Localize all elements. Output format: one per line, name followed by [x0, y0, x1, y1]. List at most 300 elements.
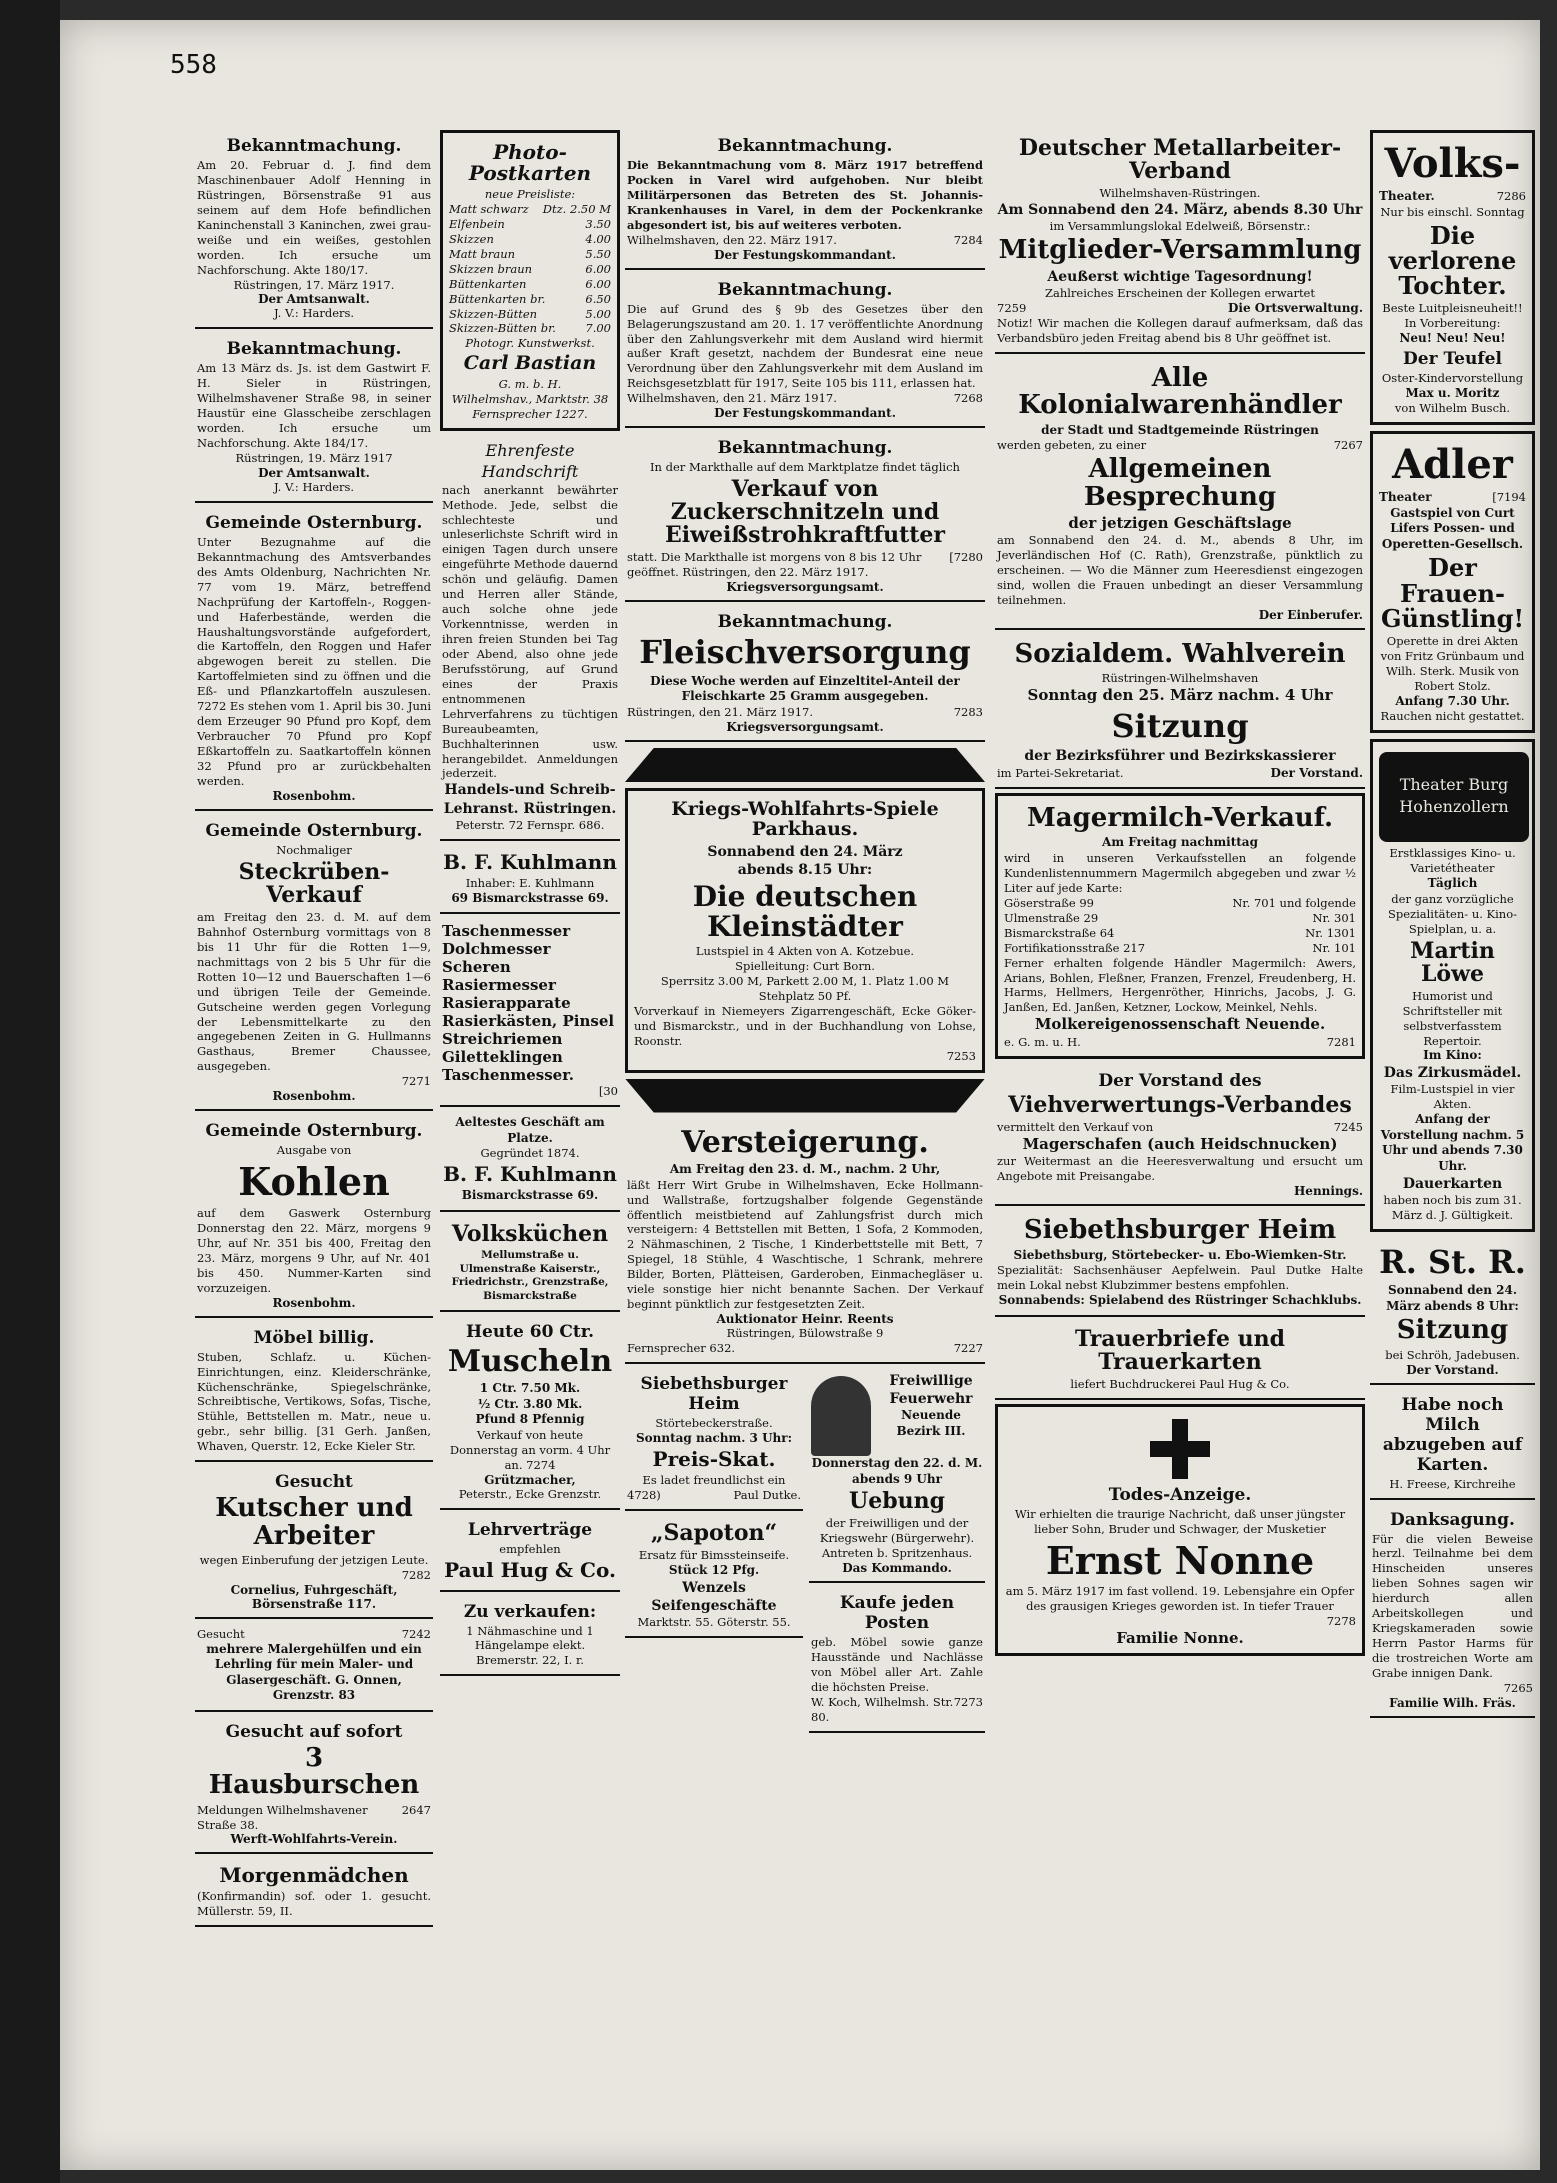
notice-meat — [625, 606, 985, 742]
ad-date: Am Freitag den 23. d. M., nachm. 2 Uhr, — [669, 1162, 941, 1177]
ad-title: Photo-Postkarten — [468, 140, 592, 185]
price-value: 4.00 — [585, 231, 611, 246]
ad-text: Spezialität: Sachsenhäuser Aepfelwein. Paul Dutke Halte mein Lokal nebst Klubzimmer bestens empfohlen. — [997, 1263, 1363, 1293]
notice-signature: Rosenbohm. — [272, 1089, 356, 1104]
knife-item: Taschenmesser. — [442, 1066, 574, 1085]
notice-title: Bekanntmachung. — [226, 339, 402, 360]
ad-hug — [440, 1514, 620, 1592]
notice-date: Rüstringen, den 21. März 1917. — [627, 705, 813, 720]
ad-fire-brigade — [809, 1368, 985, 1583]
ad-subtitle: Lustspiel in 4 Akten von A. Kotzebue. — [695, 944, 915, 959]
ad-knives — [440, 918, 620, 1107]
ad-headline: Preis-Skat. — [652, 1447, 776, 1472]
ad-headline: Magermilch-Verkauf. — [1026, 803, 1334, 834]
ad-number: 2647 — [401, 1802, 431, 1817]
ad-label: Täglich — [1427, 876, 1478, 891]
notice-headline: Steckrüben-Verkauf — [238, 858, 390, 908]
ad-text: Zahlreiches Erscheinen der Kollegen erwartet — [1045, 285, 1315, 300]
milk-street: Ulmenstraße 29 — [1004, 910, 1099, 925]
ad-news: Neu! Neu! Neu! — [1399, 330, 1506, 345]
ad-agenda: Aeußerst wichtige Tagesordnung! — [1047, 268, 1313, 285]
theater-masks-icon — [1379, 752, 1529, 842]
ad-headline: Alle Kolonialwarenhändler — [1018, 363, 1342, 421]
ad-text-3: Humorist und Schriftsteller mit selbstverfasstem Repertoir. — [1402, 988, 1503, 1048]
ad-text-4: Film-Lustspiel in vier Akten. — [1390, 1082, 1515, 1112]
iron-cross-icon — [1150, 1419, 1210, 1479]
column-1 — [195, 130, 433, 1931]
ad-headline: 3 Hausburschen — [208, 1742, 420, 1801]
ad-number: 7227 — [953, 1341, 983, 1355]
milk-street: Bismarckstraße 64 — [1004, 925, 1115, 940]
ad-text: mehrere Malergehülfen und ein Lehrling für mein Maler- und Glasergeschäft. G. Onnen, Grenzstr. 83 — [206, 1641, 422, 1703]
notice-glass — [195, 333, 433, 503]
book-binding — [0, 0, 60, 2183]
ad-headline: Die deutschen Kleinstädter — [692, 880, 918, 943]
ad-social-democrats — [995, 634, 1365, 789]
ad-headline: Siebethsburger Heim — [1023, 1215, 1337, 1246]
ad-text-2: Operette in drei Akten von Fritz Grünbaum und Wilh. Sterk. Musik von Robert Stolz. — [1380, 633, 1525, 693]
ad-headline-2: Magerschafen (auch Heidschnucken) — [1022, 1134, 1338, 1153]
ad-start: Anfang der Vorstellung nachm. 5 Uhr und abends 7.30 Uhr. — [1380, 1112, 1525, 1173]
ad-number: 7259 — [997, 300, 1027, 315]
ad-headline: Mitglieder-Versammlung — [998, 235, 1362, 266]
ad-headline: Morgenmädchen — [219, 1863, 409, 1888]
ad-headline: „Sapoton“ — [650, 1520, 778, 1547]
notice-text: Am 20. Februar d. J. find dem Maschinenbauer Adolf Henning in Rüstringen, Börsenstraße 91 aus seinem auf dem Hofe befindlichen Kaninchenstall 3 Kaninchen, zwei grau-weiße und ein weißes, gestohlen worden. Ich ersuche um Nachforschung. Akte 180/17. — [197, 158, 431, 277]
ad-subtitle: neue Preisliste: — [484, 187, 576, 201]
ad-buy-lots — [809, 1587, 985, 1733]
ad-skim-milk — [995, 793, 1365, 1059]
ad-headline: Zu verkaufen: — [463, 1601, 597, 1622]
ad-death-notice — [995, 1404, 1365, 1657]
ad-text: vermittelt den Verkauf von — [997, 1119, 1154, 1134]
ad-address: 69 Bismarckstrasse 69. — [451, 890, 609, 905]
ad-subtitle: Theater. — [1379, 189, 1435, 203]
ad-place: im Partei-Sekretariat. — [997, 765, 1124, 780]
ad-subtitle: der Stadt und Stadtgemeinde Rüstringen — [1041, 422, 1319, 437]
ad-number: 7245 — [1333, 1119, 1363, 1134]
price-value: 7.00 — [585, 321, 611, 336]
ad-subtitle: e. G. m. u. H. — [1004, 1034, 1081, 1049]
notice-number: 7283 — [953, 705, 983, 720]
ad-headline: Habe noch Milch abzugeben auf Karten. — [1382, 1394, 1523, 1475]
ad-signature: Der Einberufer. — [1258, 608, 1363, 623]
ad-mussels — [440, 1316, 620, 1510]
price-value: Dtz. 2.50 M — [542, 201, 611, 216]
milk-list — [1004, 896, 1356, 956]
ad-address: Peterstr. 72 Fernspr. 686. — [455, 817, 605, 832]
price-value: 3.50 — [585, 216, 611, 231]
knife-item: Rasierapparate — [442, 994, 571, 1013]
price-row — [449, 202, 611, 217]
price-row — [449, 321, 611, 336]
ad-date: Sonntag nachm. 3 Uhr: — [635, 1430, 793, 1445]
ad-title: Gesucht auf sofort — [225, 1721, 403, 1742]
ad-text-2: zur Weitermast an die Heeresverwaltung und ersucht um Angebote mit Preisangabe. — [997, 1154, 1363, 1184]
ad-prep: In Vorbereitung: — [1404, 316, 1501, 331]
ad-date: Sonnabend den 24. März — [707, 843, 903, 860]
ad-number: 7286 — [1496, 189, 1526, 203]
ad-text: liefert Buchdruckerei Paul Hug & Co. — [1070, 1376, 1290, 1391]
ad-signature: H. Freese, Kirchreihe — [1389, 1476, 1516, 1491]
knife-item: Giletteklingen — [442, 1048, 563, 1067]
ad-headline: Trauerbriefe und Trauerkarten — [1074, 1325, 1286, 1375]
ad-title: Der Vorstand des — [1098, 1070, 1262, 1091]
notice-payments — [625, 274, 985, 429]
ad-soup-kitchen — [440, 1216, 620, 1312]
price-row — [449, 292, 611, 307]
notice-headline: Fleischversorgung — [639, 633, 971, 672]
knife-item: Rasiermesser — [442, 976, 556, 995]
ad-address: Rüstringen, Bülowstraße 9 — [726, 1326, 884, 1341]
ad-prices: Sperrsitz 3.00 M, Parkett 2.00 M, 1. Platz 1.00 M Stehplatz 50 Pf. — [660, 973, 950, 1003]
price-row — [449, 277, 611, 292]
ad-signature: Das Kommando. — [842, 1561, 952, 1576]
ad-headline: Adler — [1392, 441, 1513, 489]
notice-text: Unter Bezugnahme auf die Bekanntmachung des Amtsverbandes des Amts Oldenburg, Nachrichten Nr. 77 vom 19. März, betreffend Nachprüfung der Kartoffeln-, Roggen- und Haferbestände, werden die Haushaltungsvorstände aufgefordert, die Kartoffeln, den Roggen und Hafer abgewogen bereit zu stellen. Die Kartoffelmieten sind zu öffnen und die Eß- und Pflanzkartoffeln auszulesen. 7272 Es stehen vom 1. April bis 30. Juni dem Erzeuger 90 Pfund pro Kopf, dem Verbraucher 70 Pfund pro Kopf Eßkartoffeln zu. Saatkartoffeln können 32 Pfund pro ar zurückbehalten werden. — [197, 534, 431, 788]
notice-feed — [625, 432, 985, 602]
ad-text: Verkauf von heute Donnerstag an vorm. 4 Uhr an. 7274 — [449, 1427, 611, 1472]
ad-text: 1 Nähmaschine und 1 Hängelampe elekt. Bremerstr. 22, I. r. — [466, 1623, 594, 1668]
ad-text-2: Beste Luitpleisneuheit!! — [1382, 301, 1523, 316]
milk-street: Göserstraße 99 — [1004, 895, 1094, 910]
notice-date: Wilhelmshaven, den 21. März 1917. — [627, 391, 837, 406]
mussel-price: 1 Ctr. 7.50 Mk. — [479, 1381, 581, 1396]
ad-signature: Der Vorstand. — [1406, 1362, 1499, 1377]
ad-title: Gesucht — [197, 1626, 245, 1641]
notice-date: Wilhelmshaven, den 22. März 1917. — [627, 232, 837, 247]
notice-title: Gemeinde Osternburg. — [205, 1121, 423, 1142]
ad-text: Für die vielen Beweise herzl. Teilnahme bei dem Hinscheiden unseres lieben Sohnes sagen wir hierdurch allen Arbeitskollegen und Kriegskameraden sowie Herrn Pastor Harms für die trostreichen Worte am Grabe innigen Dank. — [1372, 1531, 1533, 1680]
notice-signature: Der Amtsanwalt. — [258, 292, 370, 307]
ad-text: Meldungen Wilhelmshavener Straße 38. — [197, 1802, 368, 1832]
ad-name: Max u. Moritz — [1405, 385, 1500, 400]
notice-text: Diese Woche werden auf Einzeltitel-Anteil der Fleischkarte 25 Gramm ausgegeben. — [650, 673, 960, 704]
milk-number: Nr. 301 — [1312, 910, 1356, 925]
price-item: Matt braun — [449, 246, 516, 261]
notice-text: auf dem Gaswerk Osternburg Donnerstag den 22. März, morgens 9 Uhr, auf Nr. 351 bis 400, Freitag den 23. März, morgens 9 Uhr, auf Nr. 401 bis 450. Nummer-Karten sind vorzuzeigen. — [197, 1206, 431, 1295]
notice-title: Bekanntmachung. — [717, 279, 893, 300]
ad-name: Carl Bastian — [463, 352, 597, 375]
ad-date: Sonnabend den 24. März abends 8 Uhr: — [1386, 1283, 1519, 1313]
notice-subtitle: Nochmaliger — [276, 842, 352, 857]
ad-signature: Hennings. — [1293, 1184, 1363, 1199]
notice-signature: Der Festungskommandant. — [714, 247, 896, 262]
ad-subtitle: Rüstringen-Wilhelmshaven — [1101, 671, 1259, 686]
ad-signature: Werft-Wohlfahrts-Verein. — [230, 1832, 398, 1847]
ad-phone: Fernsprecher 632. — [627, 1341, 736, 1355]
ad-headline-2: Sitzung — [1111, 706, 1249, 745]
ornament-top — [625, 748, 985, 782]
notice-text: Am 13 März ds. Js. ist dem Gastwirt F. H. Sieler in Rüstringen, Wilhelmshavener Straße 98, in seiner Haustür eine Glasscheibe zerschlagen worden. Ich ersuche um Nachforschung. Akte 184/17. — [197, 361, 431, 451]
notice-signature: Der Amtsanwalt. — [258, 465, 370, 480]
knife-item: Streichriemen — [442, 1030, 563, 1049]
ad-signature: Molkereigenossenschaft Neuende. — [1034, 1015, 1326, 1034]
ad-address: Wilhelmshav., Marktstr. 38 — [451, 392, 609, 407]
notice-smallpox — [625, 130, 985, 270]
ad-text: Wir erhielten die traurige Nachricht, daß unser jüngster lieber Sohn, Bruder und Schwager, der Musketier — [1014, 1506, 1346, 1536]
ad-text: (Konfirmandin) sof. oder 1. gesucht. Müllerstr. 59, II. — [197, 1889, 431, 1919]
ad-signature: Auktionator Heinr. Reents — [716, 1312, 894, 1327]
ad-headline: Sozialdem. Wahlverein — [1014, 639, 1346, 670]
ad-milk-cards — [1370, 1389, 1535, 1500]
ad-text: wird in unseren Verkaufsstellen an folgende Kundenlistennummern Magermilch abgegeben und zwar ½ Liter auf jede Karte: — [1004, 851, 1356, 895]
milk-row — [1004, 896, 1356, 911]
ad-signature: Familie Wilh. Fräs. — [1389, 1695, 1516, 1710]
ad-address: Bismarckstrasse 69. — [461, 1188, 599, 1203]
price-value: 6.50 — [585, 291, 611, 306]
notice-date: Rüstringen, 19. März 1917 — [235, 451, 393, 465]
ad-number: 7281 — [1326, 1034, 1356, 1049]
notice-number: [7280 — [949, 550, 983, 565]
ad-name: Paul Hug & Co. — [444, 1557, 616, 1582]
ad-top: Lehrverträge — [467, 1519, 593, 1540]
ad-subtitle: empfehlen — [499, 1541, 561, 1556]
ad-text-5: haben noch bis zum 31. März d. J. Gültigkeit. — [1383, 1192, 1522, 1222]
notice-potatoes — [195, 507, 433, 811]
price-item: Skizzen-Bütten — [449, 306, 538, 321]
ad-headline-3: Der Teufel — [1403, 348, 1502, 369]
ad-date: Am Freitag nachmittag — [1102, 835, 1258, 850]
ad-furniture — [195, 1322, 433, 1463]
milk-number: Nr. 701 und folgende — [1232, 895, 1356, 910]
ad-theater-parkhaus — [625, 788, 985, 1073]
ad-founded: Gegründet 1874. — [480, 1146, 580, 1161]
ad-headline: Kaufe jeden Posten — [839, 1593, 955, 1634]
ad-text-2: am 5. März 1917 im fast vollend. 19. Lebensjahre ein Opfer des grausigen Krieges geworden ist. In tiefer Trauer — [1005, 1584, 1355, 1614]
notice-title: Bekanntmachung. — [717, 438, 893, 459]
ad-subtitle: Ersatz für Bimssteinseife. — [638, 1548, 790, 1563]
milk-number: Nr. 1301 — [1305, 925, 1356, 940]
ad-signature: Die Ortsverwaltung. — [1227, 300, 1363, 315]
ad-for-sale — [440, 1596, 620, 1677]
ad-date: Sonntag den 25. März nachm. 4 Uhr — [1027, 686, 1333, 705]
ad-number: 7242 — [401, 1626, 431, 1641]
notice-number: 7284 — [953, 232, 983, 247]
ad-text-3: Oster-Kindervorstellung — [1381, 370, 1524, 385]
ad-number: 7282 — [401, 1567, 431, 1582]
notice-signature-2: J. V.: Harders. — [273, 479, 355, 494]
ad-headline: Theater Burg Hohenzollern — [1399, 775, 1509, 817]
ad-text: geb. Möbel sowie ganze Hausstände und Nachlässe von Möbel aller Art. Zahle die höchsten Preise. — [811, 1635, 983, 1694]
ad-title: Deutscher Metallarbeiter-Verband — [1018, 135, 1342, 185]
ad-text: Vorverkauf in Niemeyers Zigarrengeschäft, Ecke Göker- und Bismarckstr., und in der Buchhandlung von Lohse, Roonstr. — [634, 1003, 976, 1048]
ad-film: Das Zirkusmädel. — [1383, 1065, 1522, 1082]
firefighter-icon — [811, 1376, 871, 1456]
price-item: Skizzen-Bütten br. — [449, 321, 556, 336]
ad-photo-postcards — [440, 130, 620, 431]
page-number: 558 — [170, 50, 217, 80]
newspaper-page — [60, 20, 1540, 2170]
ad-title: Todes-Anzeige. — [1108, 1484, 1252, 1505]
ad-cattle — [995, 1065, 1365, 1206]
ad-subtitle: Neuende Bezirk III. — [896, 1408, 966, 1438]
ad-burg-hohenzollern — [1370, 739, 1535, 1231]
notice-title: Bekanntmachung. — [717, 136, 893, 156]
ad-place: bei Schröh, Jadebusen. — [1385, 1347, 1520, 1362]
notice-title: Bekanntmachung. — [226, 136, 402, 156]
ad-cards: Dauerkarten — [1402, 1175, 1503, 1192]
ad-subtitle: Theater — [1379, 490, 1432, 505]
ad-signature: Cornelius, Fuhrgeschäft, Börsenstraße 117. — [230, 1582, 398, 1611]
ad-auction — [625, 1119, 985, 1364]
notice-signature: Rosenbohm. — [272, 788, 356, 803]
ad-headline-2: Die verlorene Tochter. — [1388, 220, 1517, 300]
knife-item: Dolchmesser — [442, 940, 551, 959]
price-list — [449, 202, 611, 336]
ad-number: 7253 — [946, 1048, 976, 1063]
ad-name: Wenzels Seifengeschäfte — [651, 1579, 777, 1615]
ad-firm: Photogr. Kunstwerkst. — [465, 336, 595, 351]
ad-headline: Versteigerung. — [681, 1124, 929, 1160]
ad-colonial-merchants — [995, 358, 1365, 630]
notice-signature-2: J. V.: Harders. — [273, 306, 355, 321]
ad-thanks — [1370, 1504, 1535, 1718]
ad-kino: Im Kino: — [1423, 1048, 1482, 1063]
notice-number: 7268 — [953, 391, 983, 406]
price-value: 6.00 — [585, 261, 611, 276]
price-row — [449, 247, 611, 262]
notice-headline: Verkauf von Zuckerschnitzeln und Eiweißstrohkraftfutter — [664, 476, 946, 549]
ad-top: Heute 60 Ctr. — [465, 1321, 595, 1342]
milk-street: Fortifikationsstraße 217 — [1004, 940, 1146, 955]
ad-headline: R. St. R. — [1379, 1242, 1526, 1281]
knife-item: Taschenmesser — [442, 922, 571, 941]
price-row — [449, 307, 611, 322]
ad-subtitle-2: der jetzigen Geschäftslage — [1068, 513, 1292, 532]
price-item: Büttenkarten — [449, 276, 527, 291]
notice-coal — [195, 1115, 433, 1317]
ad-text: Gastspiel von Curt Lifers Possen- und Operetten-Gesellsch. — [1381, 505, 1524, 551]
column-5 — [1370, 130, 1535, 1722]
price-item: Büttenkarten br. — [449, 291, 546, 306]
ad-number: 7267 — [1333, 438, 1363, 453]
ad-title: Kriegs-Wohlfahrts-Spiele Parkhaus. — [671, 798, 939, 840]
notice-text-2: statt. Die Markthalle ist morgens von 8 bis 12 Uhr geöffnet. Rüstringen, den 22. März 1917. — [627, 550, 922, 580]
notice-signature: Kriegsversorgungsamt. — [726, 580, 884, 595]
ad-headline: Viehverwertungs-Verbandes — [1008, 1091, 1352, 1118]
notice-subtitle: Ausgabe von — [276, 1143, 352, 1158]
price-item: Matt schwarz — [449, 201, 529, 216]
ad-coachmen — [195, 1466, 433, 1618]
ad-title: Möbel billig. — [253, 1327, 375, 1348]
ad-note: Rauchen nicht gestattet. — [1380, 709, 1525, 724]
ad-lead: Spielleitung: Curt Born. — [735, 958, 875, 973]
ad-number: 7271 — [401, 1074, 431, 1089]
ad-note: Notiz! Wir machen die Kollegen darauf aufmerksam, daß das Verbandsbüro jeden Freitag abend bis 8 Uhr geöffnet ist. — [997, 316, 1363, 346]
ad-number: [7194 — [1492, 490, 1526, 505]
ad-headline: Volksküchen — [451, 1220, 609, 1247]
ad-signature: Familie Nonne. — [1116, 1629, 1244, 1648]
notice-text: Die Bekanntmachung vom 8. März 1917 betreffend Pocken in Varel wird aufgehoben. Nur bleibt Militärpersonen das Betreten des St. Johannis-Krankenhauses in Varel, in dem der Pockenkranke abgesondert ist, bis auf weiteres verboten. — [627, 158, 983, 232]
ad-text: Es ladet freundlichst ein — [642, 1473, 786, 1488]
ad-place: im Versammlungslokal Edelweiß, Börsenstr.: — [1049, 219, 1311, 234]
notice-text: In der Markthalle auf dem Marktplatze findet täglich — [650, 460, 960, 475]
notice-headline: Kohlen — [238, 1159, 390, 1205]
price-item: Skizzen — [449, 231, 494, 246]
column-4 — [995, 130, 1365, 1662]
ad-subtitle: Wilhelmshaven-Rüstringen. — [1099, 186, 1261, 201]
milk-row — [1004, 941, 1356, 956]
ad-signature: W. Koch, Wilhelmsh. Str. 80. — [811, 1694, 954, 1724]
ad-owner: Inhaber: E. Kuhlmann — [465, 875, 595, 890]
ad-text: Nur bis einschl. Sonntag — [1380, 204, 1525, 219]
ad-top: Aeltestes Geschäft am Platze. — [455, 1115, 605, 1145]
ad-date: Am Sonnabend den 24. März, abends 8.30 Uhr — [997, 202, 1363, 219]
ad-morning-girl — [195, 1858, 433, 1927]
ad-house-boys — [195, 1716, 433, 1854]
ad-headline-2: Uebung — [849, 1488, 945, 1515]
ad-text: Mellumstraße u. Ulmenstraße Kaiserstr., Friedrichstr., Grenzstraße, Bismarckstraße — [451, 1249, 609, 1302]
ad-price: Stück 12 Pfg. — [668, 1563, 760, 1578]
ad-number: 7278 — [1326, 1614, 1356, 1629]
notice-title: Gemeinde Osternburg. — [205, 512, 423, 533]
price-value: 5.50 — [585, 246, 611, 261]
ad-number: 4728) — [627, 1488, 661, 1503]
price-item: Skizzen braun — [449, 261, 533, 276]
ad-subtitle: Siebethsburg, Störtebecker- u. Ebo-Wiemken-Str. — [1013, 1247, 1347, 1262]
ad-signature: Der Vorstand. — [1270, 765, 1363, 780]
ad-headline: Danksagung. — [1390, 1509, 1515, 1530]
ad-adler-theater — [1370, 431, 1535, 733]
ad-headline: Kutscher und Arbeiter — [215, 1493, 413, 1551]
notice-signature: Rosenbohm. — [272, 1295, 356, 1310]
price-item: Elfenbein — [449, 216, 505, 231]
ad-headline-2: Der Frauen-Günstling! — [1381, 553, 1524, 633]
ad-text-2: der ganz vorzügliche Spezialitäten- u. Kino-Spielplan, u. a. — [1387, 891, 1518, 936]
ad-title: Gesucht — [275, 1472, 353, 1493]
ad-name: Martin Löwe — [1410, 937, 1495, 987]
ad-text: der Freiwilligen und der Kriegswehr (Bürgerwehr). Antreten b. Spritzenhaus. — [819, 1516, 975, 1561]
milk-number: Nr. 101 — [1312, 940, 1356, 955]
ad-author: von Wilhelm Busch. — [1394, 401, 1511, 416]
price-value: 5.00 — [585, 306, 611, 321]
ad-date: Donnerstag den 22. d. M. abends 9 Uhr — [811, 1455, 983, 1486]
ad-subtitle: Störtebeckerstraße. — [655, 1415, 773, 1430]
ad-painters — [195, 1623, 433, 1712]
notice-date: Rüstringen, 17. März 1917. — [233, 277, 395, 292]
ad-kuhlmann-2 — [440, 1111, 620, 1212]
ad-phone: Fernsprecher 1227. — [472, 407, 588, 422]
ad-text: Erstklassiges Kino- u. Varietétheater — [1389, 846, 1516, 876]
ad-signature: Paul Dutke. — [733, 1488, 801, 1503]
ad-text: läßt Herr Wirt Grube in Wilhelmshaven, Ecke Hollmann- und Wallstraße, fortzugshalber folgende Gegenstände öffentlich meistbietend auf Zahlungsfrist durch mich versteigern: 4 Bettstellen mit Betten, 1 Sofa, 2 Kommoden, 2 Nähmaschinen, 2 Tische, 1 Kinderbettstelle mit Bett, 7 Spiegel, 18 Stühle, 4 Waschtische, 1 Schrank, mehrere Bilder, Borten, Plätteisen, Garderoben, Einmachegläser u. viele sonstige hier nicht benannte Sachen. Der Verkauf beginnt pünktlich zur festgesetzten Zeit. — [627, 1177, 983, 1312]
ad-headline: Freiwillige Feuerwehr — [889, 1372, 973, 1408]
ad-gmbh: G. m. b. H. — [498, 377, 562, 392]
knife-item: Rasierkästen, Pinsel — [442, 1012, 615, 1031]
ad-name: Ernst Nonne — [1045, 1537, 1315, 1583]
notice-signature: Der Festungskommandant. — [714, 406, 896, 421]
notice-turnips — [195, 815, 433, 1111]
notice-text: am Freitag den 23. d. M. auf dem Bahnhof Osternburg vormittags von 8 bis 11 Uhr für die Rotten 1—9, nachmittags von 2 bis 5 Uhr für die Rotten 10—12 und Bauerschaften 1—6 und übrigen Teile der Gemeinde. Gutscheine werden gegen Vorlegung der Lebensmittelkarte zu den angegebenen Zeiten in G. Hullmanns Gasthaus, Bremer Chaussee, ausgegeben. — [197, 909, 431, 1074]
ad-sapoton — [625, 1515, 803, 1638]
ad-text: der Bezirksführer und Bezirkskassierer — [1024, 748, 1336, 765]
notice-signature: Kriegsversorgungsamt. — [726, 720, 884, 734]
ad-name: B. F. Kuhlmann — [443, 849, 617, 874]
ad-text-2: Ferner erhalten folgende Händler Magermilch: Awers, Arians, Bohlen, Fleßner, Franzen, Frenzel, Freudenberg, H. Harms, Hellmers, Hergenröther, Hinrichs, Jacobs, J. G. Janßen, Ed. Janßen, Ketzner, Lockow, Meinkel, Nehls. — [1004, 955, 1356, 1015]
ad-name: Handels-und Schreib-Lehranst. Rüstringen. — [443, 782, 617, 817]
ad-title: Siebethsburger Heim — [640, 1373, 788, 1414]
ad-skat — [625, 1368, 803, 1511]
script-sample: Ehrenfeste Handschrift — [481, 441, 579, 481]
mussel-price: Pfund 8 Pfennig — [475, 1412, 585, 1427]
ad-text: nach anerkannt bewährter Methode. Jede, selbst die schlechteste und unleserlichste Schrift wird in einigen Tagen durch unsere eingeführte Methode dauernd schön und geläufig. Damen und Herren aller Stände, auch solche ohne jede Vorkenntnisse, werden in ihren freien Stunden bei Tag oder Abend, also ohne jede Berufsstörung, auf Grund eines der Praxis entnommenen Lehrverfahrens zu tüchtigen Bureaubeamten, Buchhalterinnen usw. herangebildet. Anmeldungen jederzeit. — [442, 482, 618, 781]
mussel-price: ½ Ctr. 3.80 Mk. — [477, 1396, 583, 1411]
ad-text: Stuben, Schlafz. u. Küchen-Einrichtungen, einz. Kleiderschränke, Küchenschränke, Spiegelschränke, Schreibtische, Vertikows, Sofas, Tische, Stühle, Bettstellen m. Matr., neue u. gebr., sehr billig. [31 Gerh. Janßen, Whaven, Querstr. 12, Ecke Kieler Str. — [197, 1349, 431, 1454]
milk-row — [1004, 911, 1356, 926]
ad-headline-2: Allgemeinen Besprechung — [1083, 454, 1277, 512]
price-row — [449, 217, 611, 232]
